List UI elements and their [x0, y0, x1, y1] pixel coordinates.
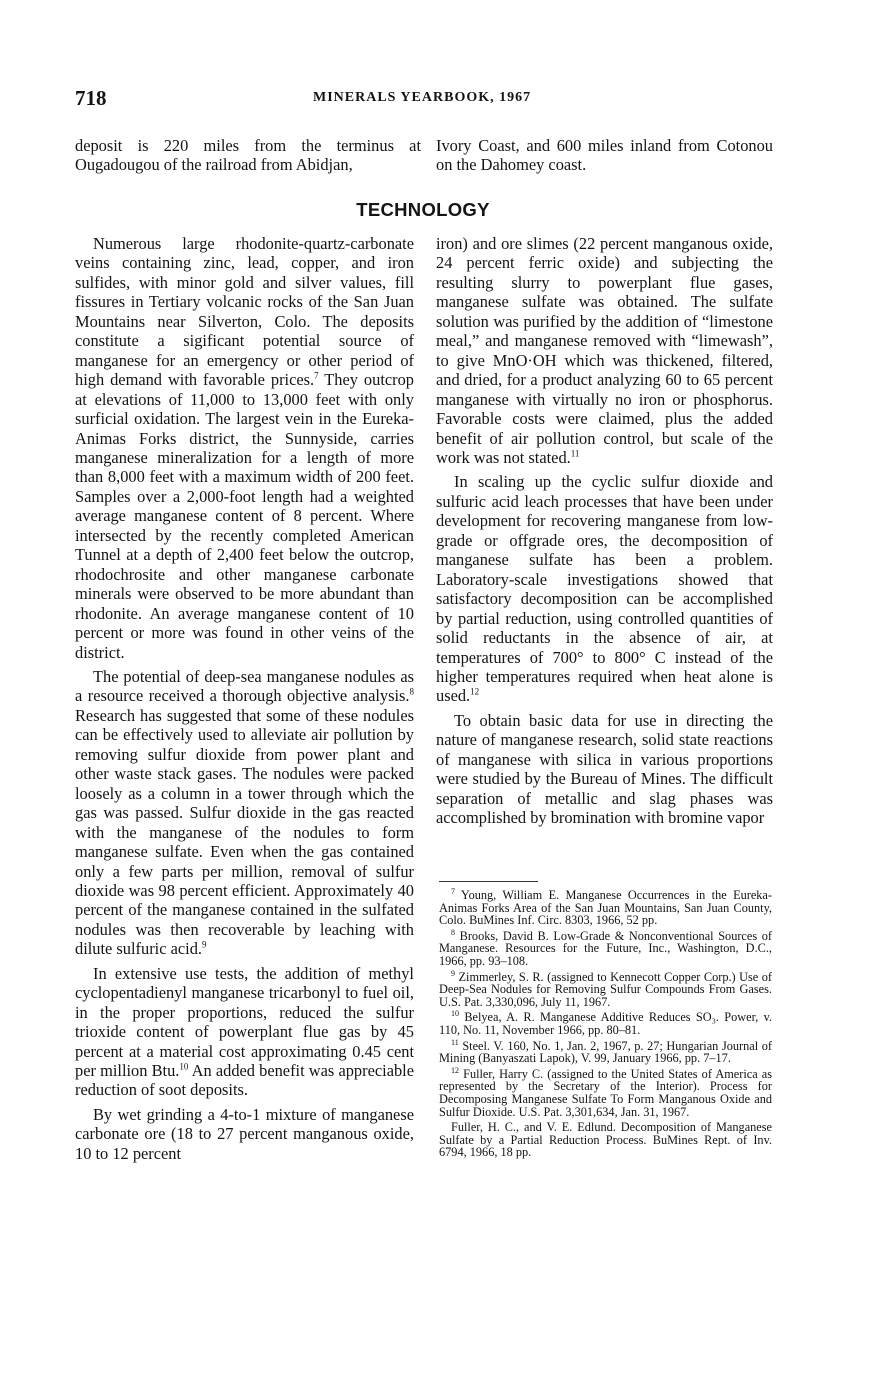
- paragraph-fuel-oil: [75, 964, 414, 1100]
- footnote: [439, 1011, 772, 1036]
- footnote-number: 9: [451, 968, 455, 978]
- paragraph-text: By wet grinding a 4-to-1 mixture of manganese carbonate ore (18 to 27 percent manganous oxide, 10 to 12 percent: [75, 1104, 414, 1163]
- footnote-ref: 12: [470, 686, 480, 697]
- footnote: [439, 886, 772, 928]
- footnote-text: Zimmerley, S. R. (assigned to Kennecott Copper Corp.) Use of Deep-Sea Nodules for Removing Sulfur Compounds From Gases. U.S. Pat. 3,330,096, July 11, 1967.: [439, 969, 773, 1009]
- paragraph-text: Numerous large rhodonite-quartz-carbonate veins containing zinc, lead, copper, and iron sulfides, with minor gold and silver values, fill fissures in Tertiary volcanic rocks of the San Juan Mountains near Silverton, Colo. The deposits constitute a sigificant potential source of manganese for an emergency or other period of high demand with favorable prices.: [75, 234, 414, 390]
- footnote: [439, 1121, 772, 1159]
- footnote-number: 10: [451, 1009, 459, 1019]
- footnote-ref: 10: [179, 1061, 189, 1072]
- footnote-ref: 7: [314, 370, 319, 381]
- footnote-number: 12: [451, 1065, 459, 1075]
- intro-left-column: [75, 136, 421, 175]
- paragraph-text: They outcrop at elevations of 11,000 to 13,000 feet with only surficial oxidation. The largest vein in the Eureka-Animas Forks district, the Sunnyside, carries manganese mineralization for a length of more than 8,000 feet with a maximum width of 200 feet. Samples over a 2,000-foot length had a weighted average manganese content of 8 percent. Where intersected by the recently completed American Tunnel at a depth of 2,400 feet below the outcrop, rhodochrosite and other manganese carbonate minerals were observed to be more abundant than rhodonite. An average manganese content of 10 percent or more was found in other veins of the district.: [75, 370, 414, 662]
- intro-left-text: deposit is 220 miles from the terminus at Ougadougou of the railroad from Abidjan,: [75, 136, 421, 175]
- footnote-text: Young, William E. Manganese Occurrences in the Eureka-Animas Forks Area of the San Juan Mountains, San Juan County, Colo. BuMines Inf. Circ. 8303, 1966, 52 pp.: [439, 888, 772, 928]
- footnotes: [439, 886, 773, 1162]
- body-left-column: [75, 234, 414, 1163]
- footnote-text: Fuller, H. C., and V. E. Edlund. Decomposition of Manganese Sulfate by a Partial Reduction Process. BuMines Rept. of Inv. 6794, 1966, 18 pp.: [439, 1120, 772, 1160]
- paragraph-silica-reactions: [436, 711, 773, 828]
- paragraph-wet-grinding: [75, 1105, 414, 1163]
- paragraph-text: In extensive use tests, the addition of methyl cyclopentadienyl manganese tricarbonyl to fuel oil, in the proper proportions, reduced the sulfur trioxide content of powerplant flue gas by 45 percent at a material cost approximating 0.45 cent per million Btu.: [75, 963, 414, 1081]
- footnote-text: Brooks, David B. Low-Grade & Nonconventional Sources of Manganese. Resources for the Future, Inc., Washington, D.C., 1966, pp. 93–108.: [439, 928, 772, 968]
- footnote: [439, 927, 772, 968]
- running-title: MINERALS YEARBOOK, 1967: [313, 90, 532, 105]
- paragraph-nodules: [75, 667, 414, 959]
- footnote-ref: 9: [202, 939, 207, 950]
- intro-right-text: Ivory Coast, and 600 miles inland from Cotonou on the Dahomey coast.: [436, 136, 773, 175]
- footnote-text: Steel. V. 160, No. 1, Jan. 2, 1967, p. 27; Hungarian Journal of Mining (Banyaszati Lapok), V. 99, January 1966, pp. 7–17.: [439, 1038, 773, 1066]
- footnote-text: Fuller, Harry C. (assigned to the United States of America as represented by the Secretary of the Interior). Process for Decomposing Manganese Sulfate To Form Manganous Oxide and Sulfur Dioxide. U.S. Pat. 3,301,634, Jan. 31, 1967.: [439, 1066, 772, 1119]
- section-heading: TECHNOLOGY: [356, 199, 490, 220]
- paragraph-text: An added benefit was appreciable reduction of soot deposits.: [75, 1061, 414, 1100]
- footnote: [439, 968, 773, 1009]
- page-number: 718: [75, 86, 107, 110]
- footnote-number: 8: [451, 927, 455, 937]
- footnote: [439, 1037, 773, 1066]
- footnote-ref: 11: [570, 448, 580, 459]
- footnote-text: Belyea, A. R. Manganese Additive Reduces SO₃. Power, v. 110, No. 11, November 1966, pp. 80–81.: [439, 1010, 772, 1037]
- paragraph-text: Research has suggested that some of these nodules can be effectively used to alleviate air pollution by removing sulfur dioxide from power plant and other waste stack gases. The nodules were packed loosely as a column in a tower through which the gas was passed. Sulfur dioxide in the gas reacted with the manganese of the nodules to form manganese sulfate. Even when the gas contained only a few parts per million, removal of sulfur dioxide was 98 percent efficient. Approximately 40 percent of the manganese contained in the sulfated nodules was then recoverable by leaching with dilute sulfuric acid.: [75, 705, 414, 959]
- footnote-divider: [439, 881, 538, 882]
- paragraph-text: In scaling up the cyclic sulfur dioxide and sulfuric acid leach processes that have been under development for recovering manganese from low-grade or offgrade ores, the decomposition of manganese sulfate has been a problem. Laboratory-scale investigations showed that satisfactory decomposition can be accomplished by partial reduction, using controlled quantities of solid reductants in the absence of air, at temperatures of 700° to 800° C instead of the higher temperatures required when heat alone is used.: [436, 472, 773, 706]
- body-right-column: [436, 234, 773, 828]
- paragraph-sulfate-decomposition: [436, 472, 773, 705]
- paragraph-wet-grinding-cont: [436, 234, 773, 467]
- intro-right-column: [436, 136, 773, 175]
- footnote-ref: 8: [409, 686, 414, 697]
- paragraph-text: The potential of deep-sea manganese nodules as a resource received a thorough objective analysis.: [75, 666, 414, 706]
- footnote-number: 11: [451, 1037, 459, 1047]
- footnote: [439, 1065, 772, 1119]
- footnote-number: 7: [451, 886, 455, 896]
- paragraph-rhodonite: [75, 234, 414, 662]
- paragraph-text: iron) and ore slimes (22 percent manganous oxide, 24 percent ferric oxide) and subjecting the resulting slurry to powerplant flue gases, manganese sulfate was obtained. The sulfate solution was purified by the addition of “limestone meal,” and manganese removed with “limewash”, to give MnO·OH which was thickened, filtered, and dried, for a product analyzing 60 to 65 percent manganese with virtually no iron or phosphorus. Favorable costs were claimed, plus the added benefit of air pollution control, but scale of the work was not stated.: [436, 234, 773, 467]
- paragraph-text: To obtain basic data for use in directing the nature of manganese research, solid state reactions of manganese with silica in various proportions were studied by the Bureau of Mines. The difficult separation of metallic and slag phases was accomplished by bromination with bromine vapor: [436, 710, 773, 828]
